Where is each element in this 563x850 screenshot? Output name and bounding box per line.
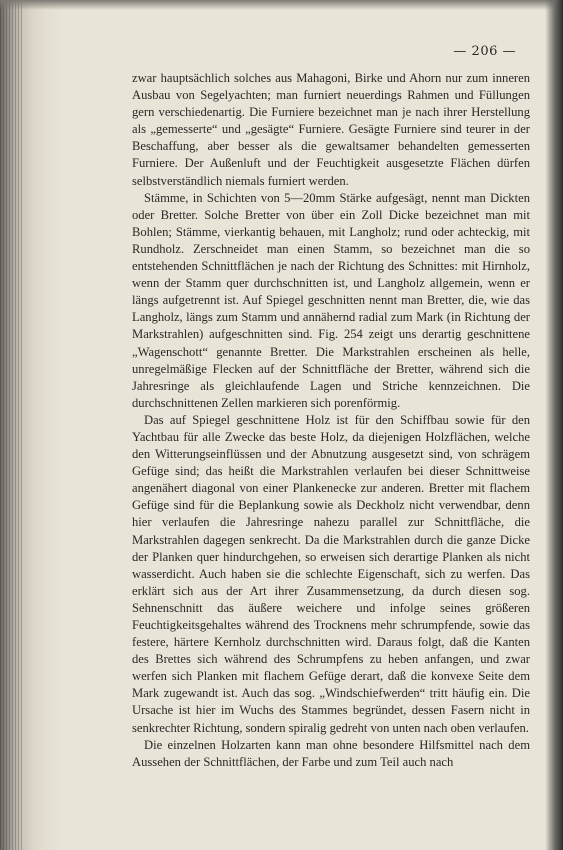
body-text: [132, 70, 530, 771]
paragraph-3: Das auf Spiegel geschnittene Holz ist für den Schiffbau sowie für den Yachtbau für alle Zwecke das beste Holz, da diejenigen Holzflächen, welche den Witterungseinflüssen und der Abnutzung ausgesetzt sind, von schrägem Gefüge sind; das heißt die Markstrahlen verlaufen bei dieser Schnittweise angenähert diagonal von einer Plankenecke zur anderen. Bretter mit flachem Gefüge sind für die Beplankung sowie als Deckholz nicht verwendbar, denn hier verlaufen die Jahresringe nahezu parallel zur Schnittfläche, die Markstrahlen dagegen senkrecht. Da die Markstrahlen durch die ganze Dicke der Planken quer hindurchgehen, so erweisen sich derartige Planken als nicht wasserdicht. Auch haben sie die schlechte Eigenschaft, sich zu werfen. Das erklärt sich aus der Art ihrer Zusammensetzung, da durch diesen sog. Sehnenschnitt das äußere weichere und infolge seines größeren Feuchtigkeitsgehaltes während des Trocknens mehr schrumpfende, sowie das festere, härtere Kernholz durchschnitten wird. Daraus folgt, daß die Kanten des Brettes sich während des Schrumpfens zu heben anfangen, und zwar werfen sich Planken mit flachem Gefüge derart, daß die konvexe Seite dem Mark zugewandt ist. Auch das sog. „Windschiefwerden“ tritt häufig ein. Die Ursache ist hier im Wuchs des Stammes begründet, dessen Fasern nicht in senkrechter Richtung, sondern spiralig gedreht von unten nach oben verlaufen.: [132, 412, 530, 735]
paragraph-1: zwar hauptsächlich solches aus Mahagoni, Birke und Ahorn nur zum inneren Ausbau von Segelyachten; man furniert neuerdings Rahmen und Füllungen gern verschiedenartig. Die Furniere bezeichnet man je nach ihrer Herstellung als „gemesserte“ und „gesägte“ Furniere. Gesägte Furniere sind teurer in der Beschaffung, aber besser als die gewaltsamer behandelten gemesserten Furniere. Der Außenluft und der Feuchtigkeit ausgesetzte Flächen dürfen selbstverständlich niemals furniert werden.: [132, 71, 530, 188]
right-edge-shadow: [545, 0, 563, 850]
top-shadow: [0, 0, 563, 10]
page-stack-edges: [0, 0, 24, 850]
page-content: [132, 42, 530, 771]
paragraph-4: Die einzelnen Holzarten kann man ohne besondere Hilfsmittel nach dem Aussehen der Schnittflächen, der Farbe und zum Teil auch nach: [132, 737, 530, 769]
paragraph-2: Stämme, in Schichten von 5—20mm Stärke aufgesägt, nennt man Dickten oder Bretter. Solche Bretter von über ein Zoll Dicke bezeichnet man mit Bohlen; Stämme, vierkantig behauen, mit Langholz; rund oder achteckig, mit Rundholz. Zerschneidet man einen Stamm, so bezeichnet man die so entstehenden Schnittflächen je nach der Richtung des Schnittes: mit Hirnholz, wenn der Stamm quer durchschnitten ist, und Langholz allgemein, wenn er längs aufgetrennt ist. Auf Spiegel geschnitten nennt man Bretter, die, wie das Langholz, längs zum Stamm und annähernd radial zum Mark (in Richtung der Markstrahlen) aufgeschnitten sind. Fig. 254 zeigt uns derartig geschnittene „Wagenschott“ genannte Bretter. Die Markstrahlen erscheinen als helle, unregelmäßige Flecken auf der Schnittfläche der Bretter, während sich die Jahresringe als gleichlaufende Lagen und Striche kennzeichnen. Die durchschnittenen Zellen markieren sich porenförmig.: [132, 190, 530, 410]
page-number: — 206 —: [453, 44, 516, 59]
